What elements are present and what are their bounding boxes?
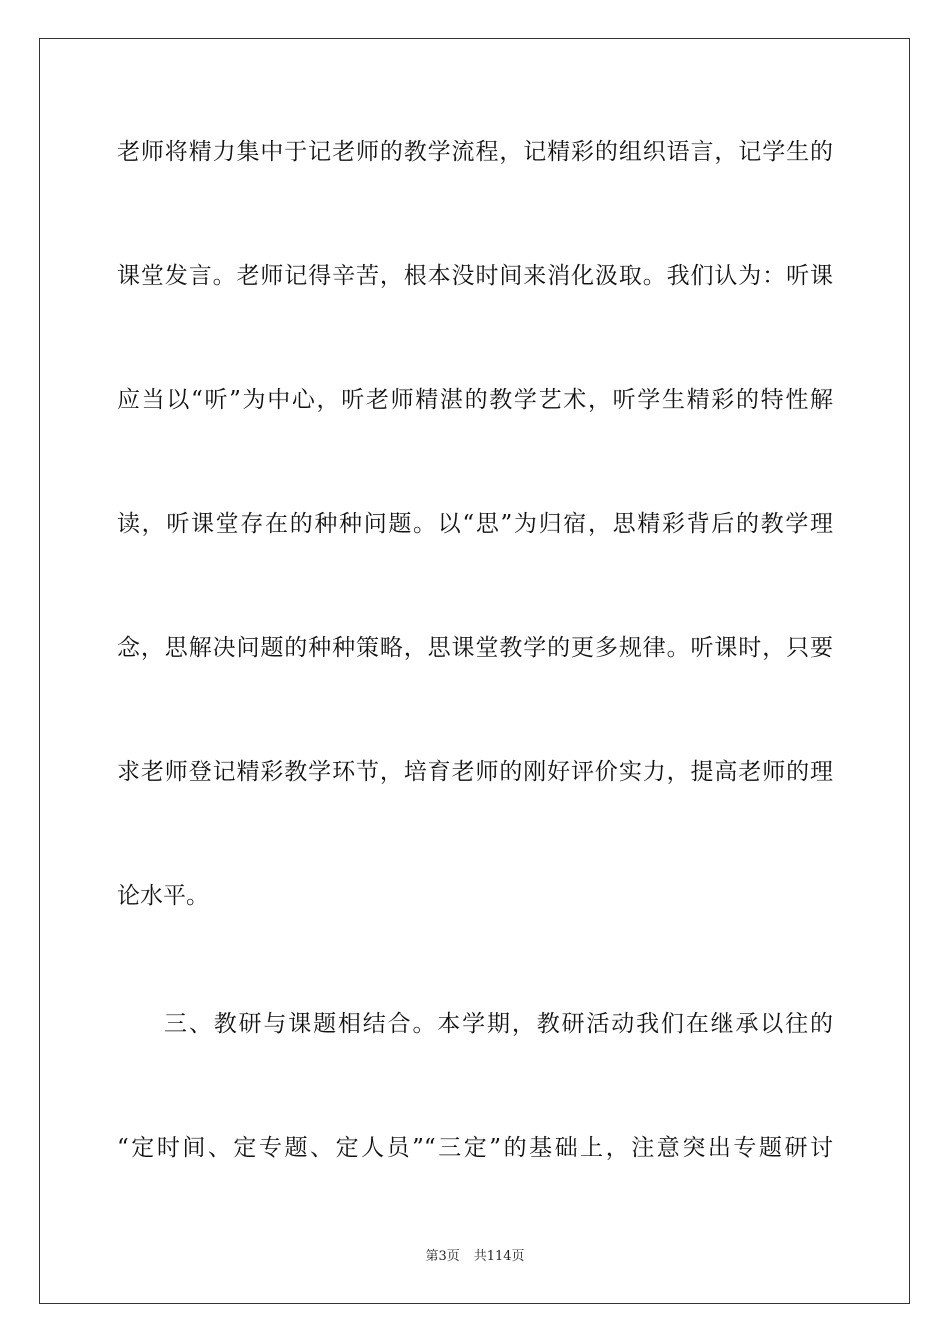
paragraph-line: 读，听课堂存在的种种问题。以“思”为归宿，思精彩背后的教学理 [117, 511, 833, 537]
paragraph-line: “定时间、定专题、定人员”“三定”的基础上，注意突出专题研讨 [117, 1135, 833, 1161]
paragraph-line: 三、教研与课题相结合。本学期，教研活动我们在继承以往的 [164, 1011, 833, 1037]
paragraph-line: 求老师登记精彩教学环节，培育老师的刚好评价实力，提高老师的理 [117, 759, 833, 785]
page-border [39, 38, 910, 1304]
total-page-count: 共114页 [473, 1249, 525, 1264]
page-footer [0, 1249, 950, 1265]
paragraph-line: 课堂发言。老师记得辛苦，根本没时间来消化汲取。我们认为：听课 [117, 263, 833, 289]
paragraph-line: 应当以“听”为中心，听老师精湛的教学艺术，听学生精彩的特性解 [117, 387, 833, 413]
paragraph-line: 论水平。 [117, 883, 209, 909]
current-page-number: 第3页 [425, 1249, 460, 1264]
paragraph-line: 老师将精力集中于记老师的教学流程，记精彩的组织语言，记学生的 [117, 139, 833, 165]
paragraph-line: 念，思解决问题的种种策略，思课堂教学的更多规律。听课时，只要 [117, 635, 833, 661]
